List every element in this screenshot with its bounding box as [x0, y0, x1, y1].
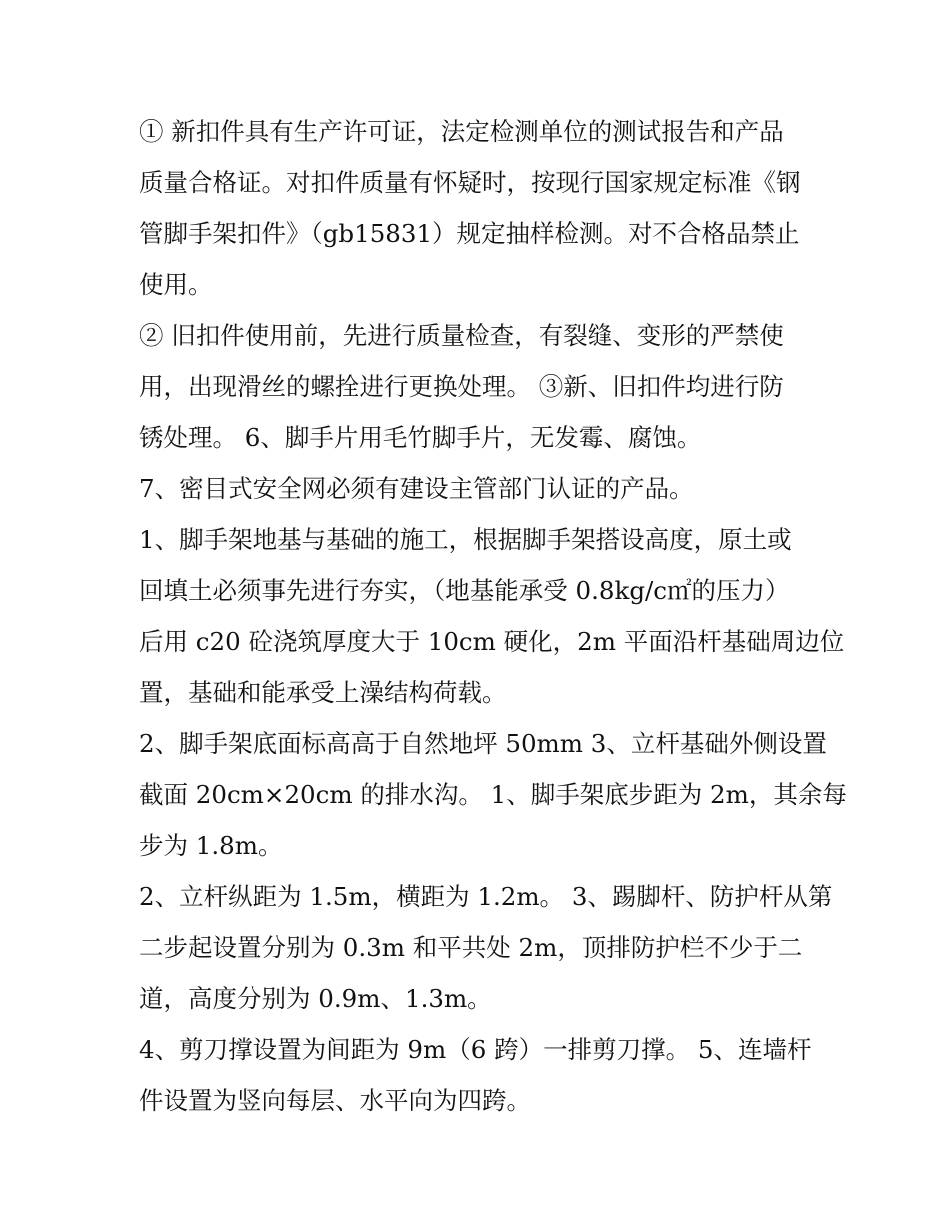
text-line: 步为 1.8m。 [139, 831, 283, 860]
text-line: 管脚手架扣件》（gb15831）规定抽样检测。对不合格品禁止 [139, 219, 800, 248]
text-line: 锈处理。 6、脚手片用毛竹脚手片，无发霉、腐蚀。 [139, 423, 702, 452]
text-line: ② 旧扣件使用前，先进行质量检查，有裂缝、变形的严禁使 [139, 321, 784, 350]
text-line: 二步起设置分别为 0.3m 和平共处 2m，顶排防护栏不少于二 [139, 933, 803, 962]
text-line: 2、脚手架底面标高高于自然地坪 50mm 3、立杆基础外侧设置 [139, 729, 827, 758]
text-line: 后用 c20 砼浇筑厚度大于 10cm 硬化，2m 平面沿杆基础周边位 [139, 627, 845, 656]
text-line: 件设置为竖向每层、水平向为四跨。 [139, 1086, 531, 1115]
text-line: 使用。 [139, 270, 213, 299]
text-line: 2、立杆纵距为 1.5m，横距为 1.2m。 3、踢脚杆、防护杆从第 [139, 882, 833, 911]
text-line: 道，高度分别为 0.9m、1.3m。 [139, 984, 492, 1013]
text-line: 回填土必须事先进行夯实，（地基能承受 0.8kg/c㎡的压力） [139, 576, 790, 605]
text-line: 1、脚手架地基与基础的施工，根据脚手架搭设高度，原土或 [139, 525, 792, 554]
text-line: 置，基础和能承受上澡结构荷载。 [139, 678, 507, 707]
document-body [139, 106, 847, 1126]
text-line: 4、剪刀撑设置为间距为 9m（6 跨）一排剪刀撑。 5、连墙杆 [139, 1035, 812, 1064]
text-line: ① 新扣件具有生产许可证，法定检测单位的测试报告和产品 [139, 117, 784, 146]
text-line: 截面 20cm×20cm 的排水沟。 1、脚手架底步距为 2m，其余每 [139, 780, 847, 809]
text-line: 用，出现滑丝的螺拴进行更换处理。 ③新、旧扣件均进行防 [139, 372, 784, 401]
text-line: 7、密目式安全网必须有建设主管部门认证的产品。 [139, 474, 694, 503]
text-line: 质量合格证。对扣件质量有怀疑时，按现行国家规定标准《钢 [139, 168, 801, 197]
